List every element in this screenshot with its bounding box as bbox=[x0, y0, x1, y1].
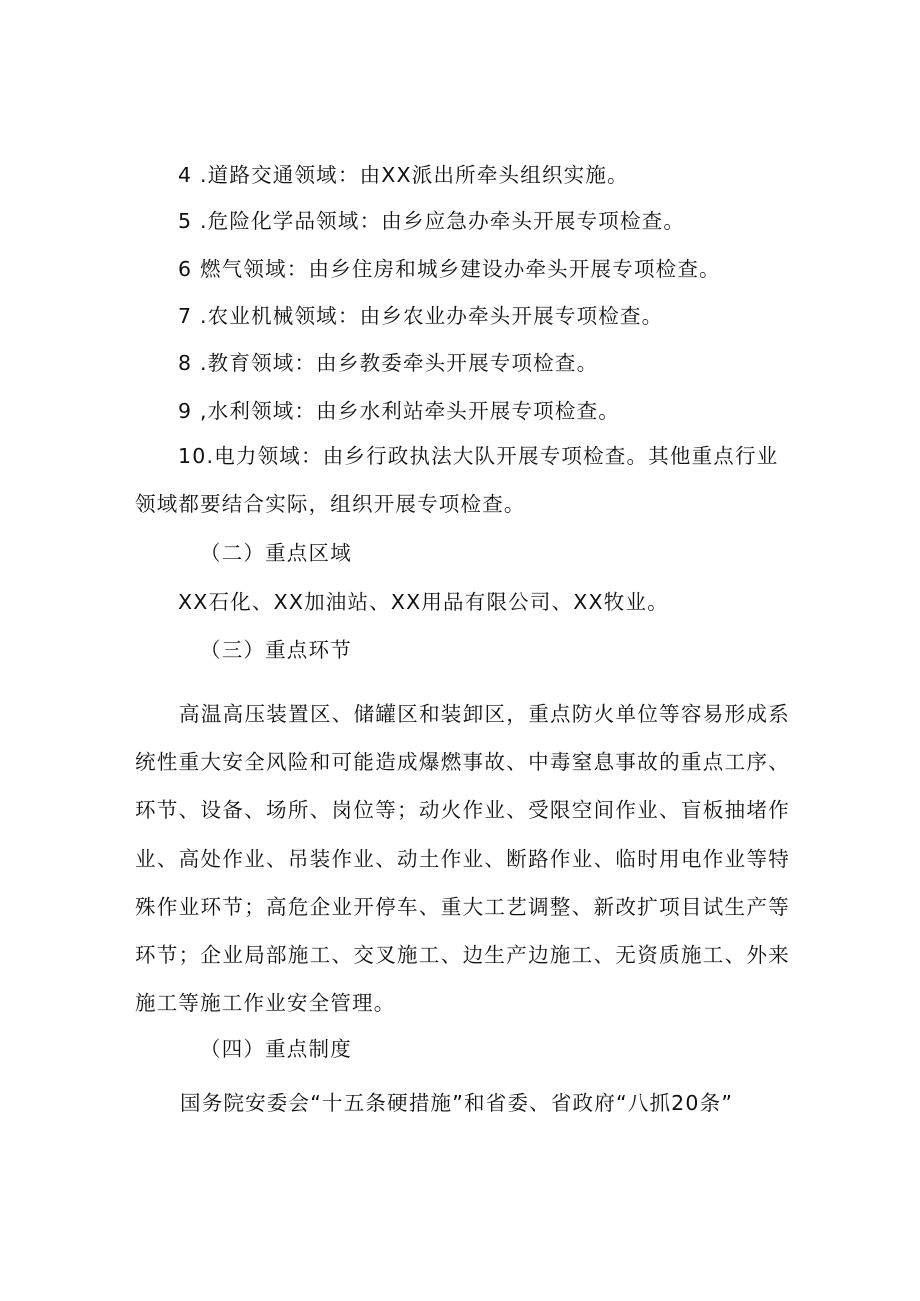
section-heading: （四）重点制度 bbox=[200, 1037, 352, 1061]
list-item: 8 .教育领域：由乡教委牵头开展专项检查。 bbox=[178, 351, 599, 375]
section-heading: （二）重点区域 bbox=[200, 541, 352, 565]
list-item: 10.电力领域：由乡行政执法大队开展专项检查。其他重点行业 bbox=[178, 444, 779, 468]
list-item: 6 燃气领域：由乡住房和城乡建设办牵头开展专项检查。 bbox=[178, 257, 721, 281]
list-item: 9 ,水利领域：由乡水利站牵头开展专项检查。 bbox=[178, 399, 620, 423]
section-body-paragraph: 高温高压装置区、储罐区和装卸区，重点防火单位等容易形成系统性重大安全风险和可能造成爆燃事故、中毒窒息事故的重点工序、环节、设备、场所、岗位等；动火作业、受限空间作业、盲板抽堵作业、高处作业、吊装作业、动土作业、断路作业、临时用电作业等特殊作业环节；高危企业开停车、重大工艺调整、新改扩项目试生产等环节；企业局部施工、交叉施工、边生产边施工、无资质施工、外来施工等施工作业安全管理。 bbox=[135, 702, 790, 1016]
section-body: XX石化、XX加油站、XX用品有限公司、XX牧业。 bbox=[178, 590, 669, 614]
section-heading: （三）重点环节 bbox=[200, 638, 352, 662]
list-item: 7 .农业机械领域：由乡农业办牵头开展专项检查。 bbox=[178, 304, 664, 328]
list-item-continuation: 领域都要结合实际，组织开展专项检查。 bbox=[135, 492, 526, 516]
section-body: 国务院安委会“十五条硬措施”和省委、省政府“八抓20条” bbox=[180, 1091, 734, 1115]
list-item: 5 .危险化学品领域：由乡应急办牵头开展专项检查。 bbox=[178, 209, 686, 233]
list-item: 4 .道路交通领域：由XX派出所牵头组织实施。 bbox=[178, 163, 629, 187]
